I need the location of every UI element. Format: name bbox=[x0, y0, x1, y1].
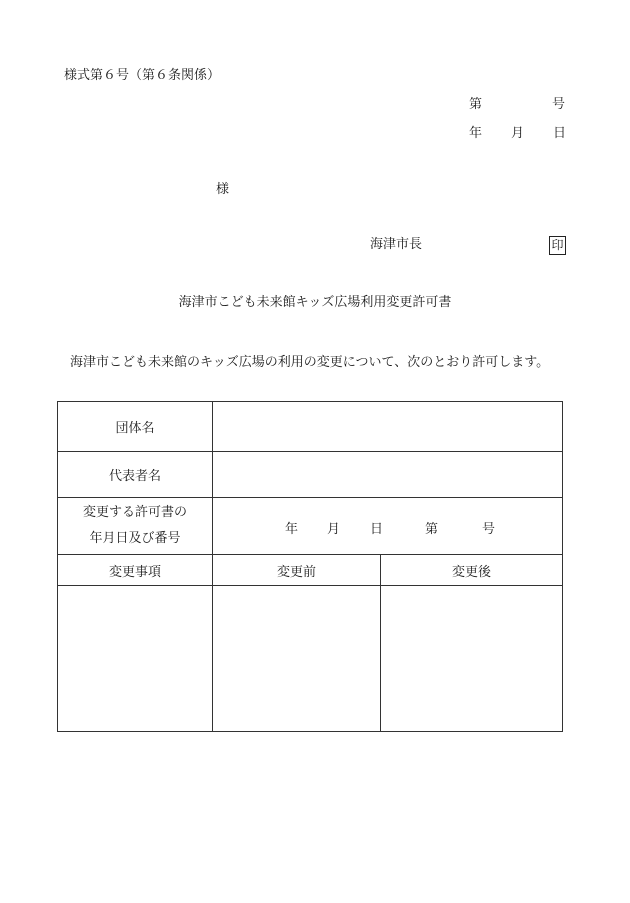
column-header-after: 変更後 bbox=[381, 555, 563, 586]
permit-month: 月 bbox=[327, 522, 341, 537]
table-row bbox=[58, 402, 563, 452]
number-suffix: 号 bbox=[552, 97, 566, 112]
representative-field[interactable] bbox=[213, 452, 563, 498]
date-day: 日 bbox=[553, 126, 567, 141]
date-month: 月 bbox=[511, 126, 525, 141]
addressee-suffix: 様 bbox=[216, 182, 230, 197]
issuer-name: 海津市長 bbox=[370, 237, 423, 252]
table-row bbox=[58, 555, 563, 586]
table-row bbox=[58, 586, 563, 732]
permit-ref-label bbox=[58, 498, 213, 555]
permit-number-prefix: 第 bbox=[425, 522, 439, 537]
table-row bbox=[58, 498, 563, 555]
number-prefix: 第 bbox=[469, 97, 483, 112]
group-name-label: 団体名 bbox=[58, 402, 213, 452]
change-before-field[interactable] bbox=[213, 586, 381, 732]
group-name-field[interactable] bbox=[213, 402, 563, 452]
seal-mark: 印 bbox=[549, 236, 566, 255]
permit-number-suffix: 号 bbox=[482, 522, 496, 537]
permit-ref-label-line1: 変更する許可書の bbox=[82, 505, 187, 520]
body-text: 海津市こども未来館のキッズ広場の利用の変更について、次のとおり許可します。 bbox=[70, 355, 550, 370]
permit-form-table bbox=[57, 401, 563, 732]
permit-ref-field[interactable] bbox=[213, 498, 563, 555]
change-item-field[interactable] bbox=[58, 586, 213, 732]
change-after-field[interactable] bbox=[381, 586, 563, 732]
table-row bbox=[58, 452, 563, 498]
column-header-item: 変更事項 bbox=[58, 555, 213, 586]
form-number-label: 様式第６号（第６条関係） bbox=[64, 68, 221, 83]
column-header-before: 変更前 bbox=[213, 555, 381, 586]
document-title: 海津市こども未来館キッズ広場利用変更許可書 bbox=[178, 295, 452, 310]
permit-day: 日 bbox=[370, 522, 384, 537]
permit-year: 年 bbox=[285, 522, 299, 537]
representative-label: 代表者名 bbox=[58, 452, 213, 498]
date-year: 年 bbox=[469, 126, 483, 141]
permit-ref-label-line2: 年月日及び番号 bbox=[89, 531, 181, 546]
